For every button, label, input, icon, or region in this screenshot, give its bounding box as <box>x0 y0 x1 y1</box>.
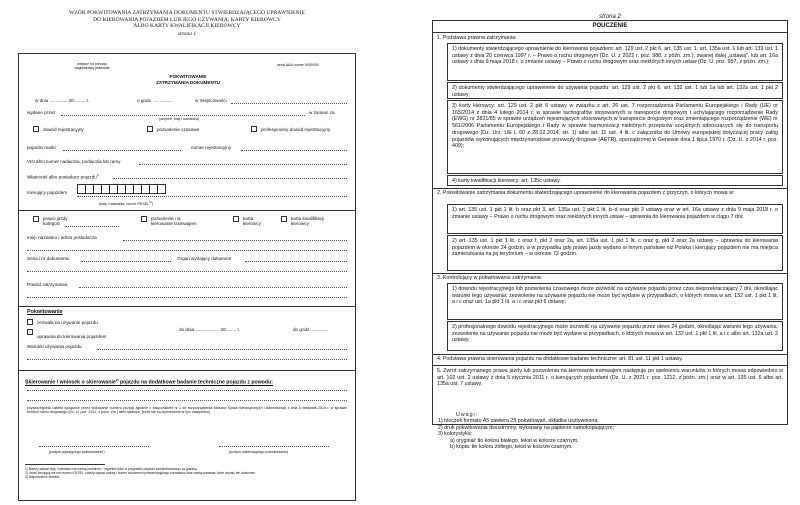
category-field[interactable] <box>65 226 119 227</box>
checkbox-allow-use[interactable] <box>27 319 33 325</box>
form-subtitle: ZATRZYMANIA DOKUMENTU <box>156 80 220 85</box>
label-tram-permit-2: kierowanie tramwajem <box>151 221 197 226</box>
issuer-signature-label: (podpis wydającego pokwitowanie) <box>49 450 105 454</box>
doc-series-field[interactable] <box>81 261 171 262</box>
vehicle-make-field[interactable] <box>63 150 181 151</box>
reason-label: Powód zatrzymania: <box>27 282 69 287</box>
section-1-item-2: 2) dokumenty stwierdzającego uprawnienie do używania pojazdu: art. 129 ust. 2 pkt 6, art. 132 ust. 1 lub 1a lub art. 132a ust. 1 pkt 2 ustawy; <box>447 82 783 99</box>
section-divider-1 <box>433 188 787 189</box>
section-divider-2 <box>433 273 787 274</box>
checkbox-registration-certificate[interactable] <box>33 126 39 132</box>
label-temporary-permit: pozwolenie czasowe <box>157 127 200 132</box>
issuing-authority-field[interactable] <box>245 261 347 262</box>
checkbox-driving-license[interactable] <box>33 216 39 222</box>
notes-title: Uwagi: <box>456 412 479 418</box>
owner-field[interactable] <box>113 178 347 179</box>
referral-field-2[interactable] <box>27 400 347 401</box>
series-number: seria AAA numer 0000000 <box>277 63 319 67</box>
section-2-heading: 2. Pokwitowanie zatrzymania dokumentu stwierdzającego uprawnienie do kierowania pojazdem z przyczyn, o których mowa w: <box>437 190 735 196</box>
time-field-label: o godz. ............... <box>137 98 173 103</box>
usage-conditions-field-1[interactable] <box>97 349 347 350</box>
driver-field[interactable] <box>77 196 347 197</box>
vin-field[interactable] <box>139 164 347 165</box>
holder-field[interactable] <box>123 240 347 241</box>
section-4: 4. Podstawa prawna skierowania pojazdu na dodatkowe badanie techniczne: art. 81 ust. 11 pkt 1 ustawy. <box>437 356 683 362</box>
label-driver-card-1: karta <box>243 216 254 221</box>
usage-conditions-label: Warunki używania pojazdu: <box>27 344 83 349</box>
instructions-divider <box>433 32 787 33</box>
referral-footnote-ref: 2) <box>115 378 119 382</box>
checkbox-allow-drive[interactable] <box>27 329 33 335</box>
section-divider-3 <box>433 354 787 355</box>
checkbox-temporary-permit[interactable] <box>147 126 153 132</box>
section-divider-4 <box>433 365 787 366</box>
usage-conditions-field-2[interactable] <box>27 359 347 360</box>
section-2-item-1: 1) art. 135 ust. 1 pkt 1 lit. b oraz pkt 3, art. 135a ust. 1 pkt 1 lit. b–d oraz pkt 3 ustawy oraz w art. 16a ustawy z dnia 9 maja 2018 r. o zmianie ustawy – Prawo o ruchu drogowym oraz niektórych innych ustaw – uprawnia do kierowania pojazdem w ciągu 7 dni; <box>447 204 783 234</box>
doc-series-label: Seria i nr dokumentu <box>27 256 70 261</box>
driver-label: Kierujący pojazdem <box>27 190 68 195</box>
receipt-form <box>18 53 356 501</box>
pesel-boxes <box>77 184 165 194</box>
form-header <box>18 10 356 37</box>
notes-item-3a: a) oryginał: tło koloru białego, tekst w kolorze czarnym, <box>450 437 579 444</box>
divider-3 <box>19 370 355 371</box>
footnotes <box>25 467 351 479</box>
recipient-signature-label: (podpis odbierającego pokwitowanie) <box>229 450 289 454</box>
label-qualification-card-1: karta kwalifikacji <box>291 216 325 221</box>
section-3-item-2: 2) profesjonalnego dowodu rejestracyjnego może zezwolić na używanie pojazdu przez okres 24 godzin, określając warunki tego używania; zezwolenie na używanie pojazdu nie może być wydane w przypadkach, o których mowa w art. 132 ust. 1 pkt 1 lit. a i c albo art. 132a ust. 2 ustawy. <box>447 321 783 351</box>
reg-number-field[interactable] <box>241 150 347 151</box>
pesel-digit-box[interactable] <box>157 184 166 194</box>
section-1-item-3: 3) karty kierowcy: art. 129 ust. 2 pkt 6 ustawy w związku z art. 26 ust. 7 rozporządzenia Parlamentu Europejskiego i Rady (UE) nr 165/2014 z dnia 4 lutego 2014 r. w sprawie tachografów stosowanych w transporcie drogowym i uchylającego rozporządzenie Rady (EWG) nr 3821/85 w sprawie urządzeń rejestrujących stosowanych w transporcie drogowym oraz zmieniającego rozporządzenie (WE) nr 561/2006 Parlamentu Europejskiego i Rady w sprawie harmonizacji niektórych przepisów socjalnych odnoszących się do transportu drogowego (Dz. Urz. UE L 60 z 28.02.2014, str. 1) albo art. 11 ust. 4 lit. c załącznika do Umowy europejskiej dotyczącej pracy załóg pojazdów wykonujących międzynarodowe przewozy drogowe (AETR), sporządzonej w Genewie dnia 1 lipca 1970 r. (Dz. U. z 2014 r. poz. 409); <box>447 100 783 174</box>
checkbox-qualification-card[interactable] <box>281 216 287 222</box>
checkbox-professional-registration[interactable] <box>251 126 257 132</box>
reason-field-1[interactable] <box>79 287 347 288</box>
label-category: kategorii <box>43 221 61 226</box>
checkbox-driver-card[interactable] <box>233 216 239 222</box>
section-1-heading: 1. Podstawa prawna zatrzymania: <box>437 35 517 41</box>
driver-hint-ref: 1) <box>149 200 152 204</box>
issuing-authority-label: Organ wydający dokument <box>177 256 232 261</box>
referral-field-1[interactable] <box>27 390 347 391</box>
rank-name-hint: (stopień, imię i nazwisko) <box>159 117 200 121</box>
owner-footnote-ref: 1) <box>96 173 100 177</box>
receipt-section-title: Pokwitowanie <box>27 309 63 315</box>
page-label-right: strona 2 <box>599 14 621 20</box>
label-driving-license: prawo jazdy <box>43 216 68 221</box>
referral-heading-text: Skierowanie / wniosek o skierowanie <box>25 379 116 386</box>
vehicle-make-label: pojazdu marki <box>27 145 56 150</box>
section-1-item-4: 4) karty kwalifikacji kierowcy: art. 135c ustawy. <box>447 175 783 186</box>
referral-heading-rest: pojazdu na dodatkowe badanie techniczne pojazdu z powodu: <box>119 379 273 386</box>
owner-label <box>27 173 99 180</box>
driver-hint-text: (imię i nazwisko, numer PESEL <box>99 202 150 207</box>
page-label-left: strona 1 <box>177 30 197 37</box>
referral-heading <box>25 378 273 386</box>
notes-section <box>432 412 788 450</box>
reason-field-2[interactable] <box>27 297 347 298</box>
notes-item-3: 3) kolorystyka: <box>438 431 473 438</box>
label-qualification-card-2: kierowcy <box>291 221 309 226</box>
issuer-signature-line[interactable] <box>39 446 149 447</box>
reg-number-label: numer rejestracyjny <box>191 145 232 150</box>
stamp-line-2: nagłówkową jednostki <box>74 66 110 71</box>
label-allow-use: zezwala na używanie pojazdu <box>37 320 98 325</box>
until-date-label: do dnia ................... 20........ r. <box>179 327 241 332</box>
header-line-2: DO KIEROWANIA POJAZDEM LUB JEGO UŻYWANIA, KARTY KIEROWCY <box>93 16 281 23</box>
instructions-title: POUCZENIE <box>592 23 628 29</box>
footnote-3: 3) Niepotrzebne skreślić. <box>25 475 61 479</box>
notes-item-2: 2) druk pokwitowania dwustronny, wykonany na papierze samokopiującym; <box>438 424 614 431</box>
until-time-label: do godz. ............ <box>293 327 328 332</box>
section-3-item-1: 1) dowodu rejestracyjnego lub pozwolenia czasowego może zezwolić na używanie pojazdu przez czas nieprzekraczający 7 dni, określając warunki tego używania; zezwolenie na używanie pojazdu nie może być wydane w przypadkach, o których mowa w art. 132 ust. 1 pkt 1 lit. a i c oraz ust. 1a pkt 1 lit. a i c oraz pkt 6 ustawy; <box>447 283 783 320</box>
notes-item-1: 1) bloczek formatu A5 zawiera 25 pokwitowań, okładka usztywniona; <box>438 418 599 425</box>
header-line-3: ALBO KARTY KWALIFIKACJI KIEROWCY <box>133 23 241 30</box>
owner-label-text: Właściciel albo posiadacz pojazdu <box>27 174 97 180</box>
issued-by-label: wydane przez <box>27 110 56 115</box>
place-field-label: w miejscowości <box>195 98 227 103</box>
label-driver-card-2: kierowcy <box>243 221 261 226</box>
header-line-1: WZÓR POKWITOWANIA ZATRZYMANIA DOKUMENTU STWIERDZAJĄCEGO UPRAWNIENIE <box>69 10 305 16</box>
in-exchange-label: w zamian za <box>309 110 335 115</box>
issued-by-field[interactable] <box>61 115 305 116</box>
section-2-item-2: 2) art. 135 ust. 1 pkt 1 lit. c oraz f, pkt 2 oraz 2a, art. 135a ust. 1 pkt 1 lit. c oraz g, pkt 2 oraz 2a ustawy – uprawnia do kierowania pojazdem w okresie 24 godzin, a w przypadku gdy prawo jazdy wydano w innym państwie niż Polska i kierujący pojazdem nie ma miejsca zamieszkania na jej terytorium – w okresie 72 godzin. <box>447 235 783 271</box>
divider-2 <box>19 306 355 307</box>
notes-item-3b: b) kopia: tło koloru żółtego, tekst w kolorze czarnym. <box>450 444 573 451</box>
label-professional-registration: profesjonalny dowód rejestracyjny <box>261 127 331 132</box>
stamp-line-1: miejsce na pieczęć <box>76 62 108 66</box>
footnote-rule <box>25 464 105 465</box>
section-5: 5. Zwrot zatrzymanego prawa jazdy lub pozwolenia na kierowanie tramwajem następuje po spełnieniu warunków, o których mowa odpowiednio w art. 102 ust. 2 ustawy z dnia 5 stycznia 2011 r. o kierujących pojazdami (Dz. U. z 2021 r. poz. 1212, z późn. zm.) oraz w art. 135 ust. 6 albo art. 135a ust. 7 ustawy. <box>437 368 783 388</box>
footnote-1: 1) Należy wpisać imię i nazwisko lub nazwę podmiotu + wypełnić tylko w przypadku pojazdu zarejestrowanego za granicą. <box>25 467 198 471</box>
footnote-2: 2) Jeżeli kierujący nie ma numeru PESEL, należy wpisać nazwę i numer dokumentu potwierdzającego tożsamość oraz nazwę państwa, które wydało ten dokument. <box>25 471 257 475</box>
label-tram-permit-1: pozwolenie na <box>151 216 181 221</box>
divider-1 <box>19 210 355 211</box>
checkbox-tram-permit[interactable] <box>141 216 147 222</box>
recipient-signature-line[interactable] <box>219 446 329 447</box>
vin-label: VIN albo numer nadwozia, podwozia lub ramy <box>27 159 121 164</box>
referral-instructions: (wyszczególnić usterki wyłącznie przez wskazanie numeru pozycji zgodnie z załącznikiem nr 1 do rozporządzenia Ministra Spraw Wewnętrznych i Administracji z dnia 5 listopada 2019 r. w sprawie kontroli ruchu drogowego (Dz. U. poz. 2141, z późn. zm.) albo opisowo, jeżeli nie są wymienione w tym załączniku) <box>27 406 347 415</box>
holder-label: Imię, nazwisko i adres posiadacza <box>27 235 97 240</box>
instructions-panel <box>432 20 788 425</box>
form-title: POKWITOWANIE <box>169 74 207 79</box>
stamp-area <box>57 62 127 71</box>
doc-extra-field[interactable] <box>27 271 347 272</box>
section-3-heading: 3. Kontrolujący w pokwitowaniu zatrzymania: <box>437 275 543 281</box>
driver-hint: (imię i nazwisko, numer PESEL$^{1)}$) <box>99 200 154 207</box>
holder-field-2[interactable] <box>27 250 347 251</box>
label-registration-certificate: dowód rejestracyjny <box>43 127 84 132</box>
label-allow-drive: uprawnia do kierowania pojazdem <box>37 334 107 339</box>
date-field-label: w dniu .............. 20......... r. <box>35 98 90 103</box>
section-1-item-1: 1) dokumenty stwierdzającego uprawnienie do kierowania pojazdem: art. 129 ust. 2 pkt 6, art. 135 ust. 1, art. 135a ust. 1 lub art. 139 ust. 1 ustawy z dnia 20 czerwca 1997 r. – Prawo o ruchu drogowym (Dz. U. z 2022 r. poz. 988, z późn. zm.), zwanej dalej „ustawą”, lub art. 16a ustawy z dnia 9 maja 2018 r. o zmianie ustawy – Prawo o ruchu drogowym oraz niektórych innych ustaw (Dz. U. poz. 957, z późn. zm.); <box>447 43 783 81</box>
place-field[interactable] <box>231 103 347 104</box>
